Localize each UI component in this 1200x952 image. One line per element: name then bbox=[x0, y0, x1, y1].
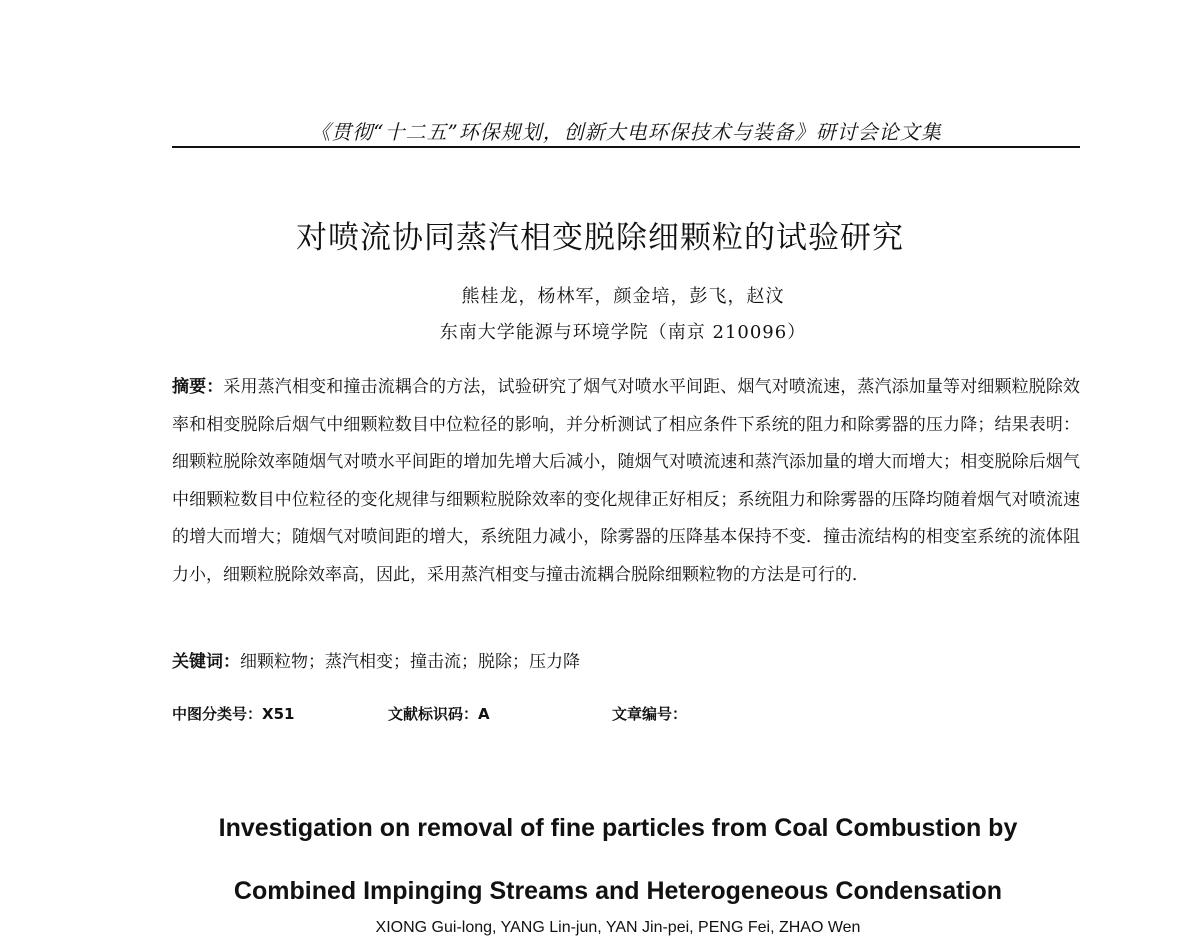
paper-title-chinese: 对喷流协同蒸汽相变脱除细颗粒的试验研究 bbox=[296, 220, 904, 256]
article-number: 文章编号： bbox=[612, 705, 688, 723]
clc-number: 中图分类号：X51 bbox=[172, 705, 295, 723]
keywords bbox=[172, 647, 1080, 677]
document-code: 文献标识码：A bbox=[388, 705, 490, 723]
paper-title-english-line1: Investigation on removal of fine particles from Coal Combustion by bbox=[218, 814, 1018, 842]
paper-title-english-line2: Combined Impinging Streams and Heterogeneous Condensation bbox=[233, 877, 1003, 905]
authors-english: XIONG Gui-long, YANG Lin-jun, YAN Jin-pei, PENG Fei, ZHAO Wen bbox=[375, 919, 861, 936]
abstract-label: 摘要： bbox=[172, 377, 224, 397]
paper-title-english bbox=[0, 797, 1200, 923]
abstract bbox=[172, 369, 1080, 595]
keywords-text: 细颗粒物；蒸汽相变；撞击流；脱除；压力降 bbox=[240, 652, 580, 672]
abstract-text: 采用蒸汽相变和撞击流耦合的方法，试验研究了烟气对喷水平间距、烟气对喷流速，蒸汽添加量等对细颗粒脱除效率和相变脱除后烟气中细颗粒数目中位粒径的影响，并分析测试了相应条件下系统的阻力和除雾器的压力降；结果表明：细颗粒脱除效率随烟气对喷水平间距的增加先增大后减小，随烟气对喷流速和蒸汽添加量的增大而增大；相变脱除后烟气中细颗粒数目中位粒径的变化规律与细颗粒脱除效率的变化规律正好相反；系统阻力和除雾器的压降均随着烟气对喷流速的增大而增大；随烟气对喷间距的增大，系统阻力减小，除雾器的压降基本保持不变．撞击流结构的相变室系统的流体阻力小，细颗粒脱除效率高，因此，采用蒸汽相变与撞击流耦合脱除细颗粒物的方法是可行的． bbox=[172, 377, 1081, 585]
affiliation-chinese: 东南大学能源与环境学院（南京 210096） bbox=[439, 322, 807, 343]
keywords-label: 关键词： bbox=[172, 652, 240, 672]
header-rule bbox=[172, 146, 1080, 148]
authors-chinese: 熊桂龙，杨林军，颜金培，彭飞，赵汶 bbox=[461, 286, 785, 307]
running-header: 《贯彻“十二五”环保规划，创新大电环保技术与装备》研讨会论文集 bbox=[310, 120, 942, 144]
